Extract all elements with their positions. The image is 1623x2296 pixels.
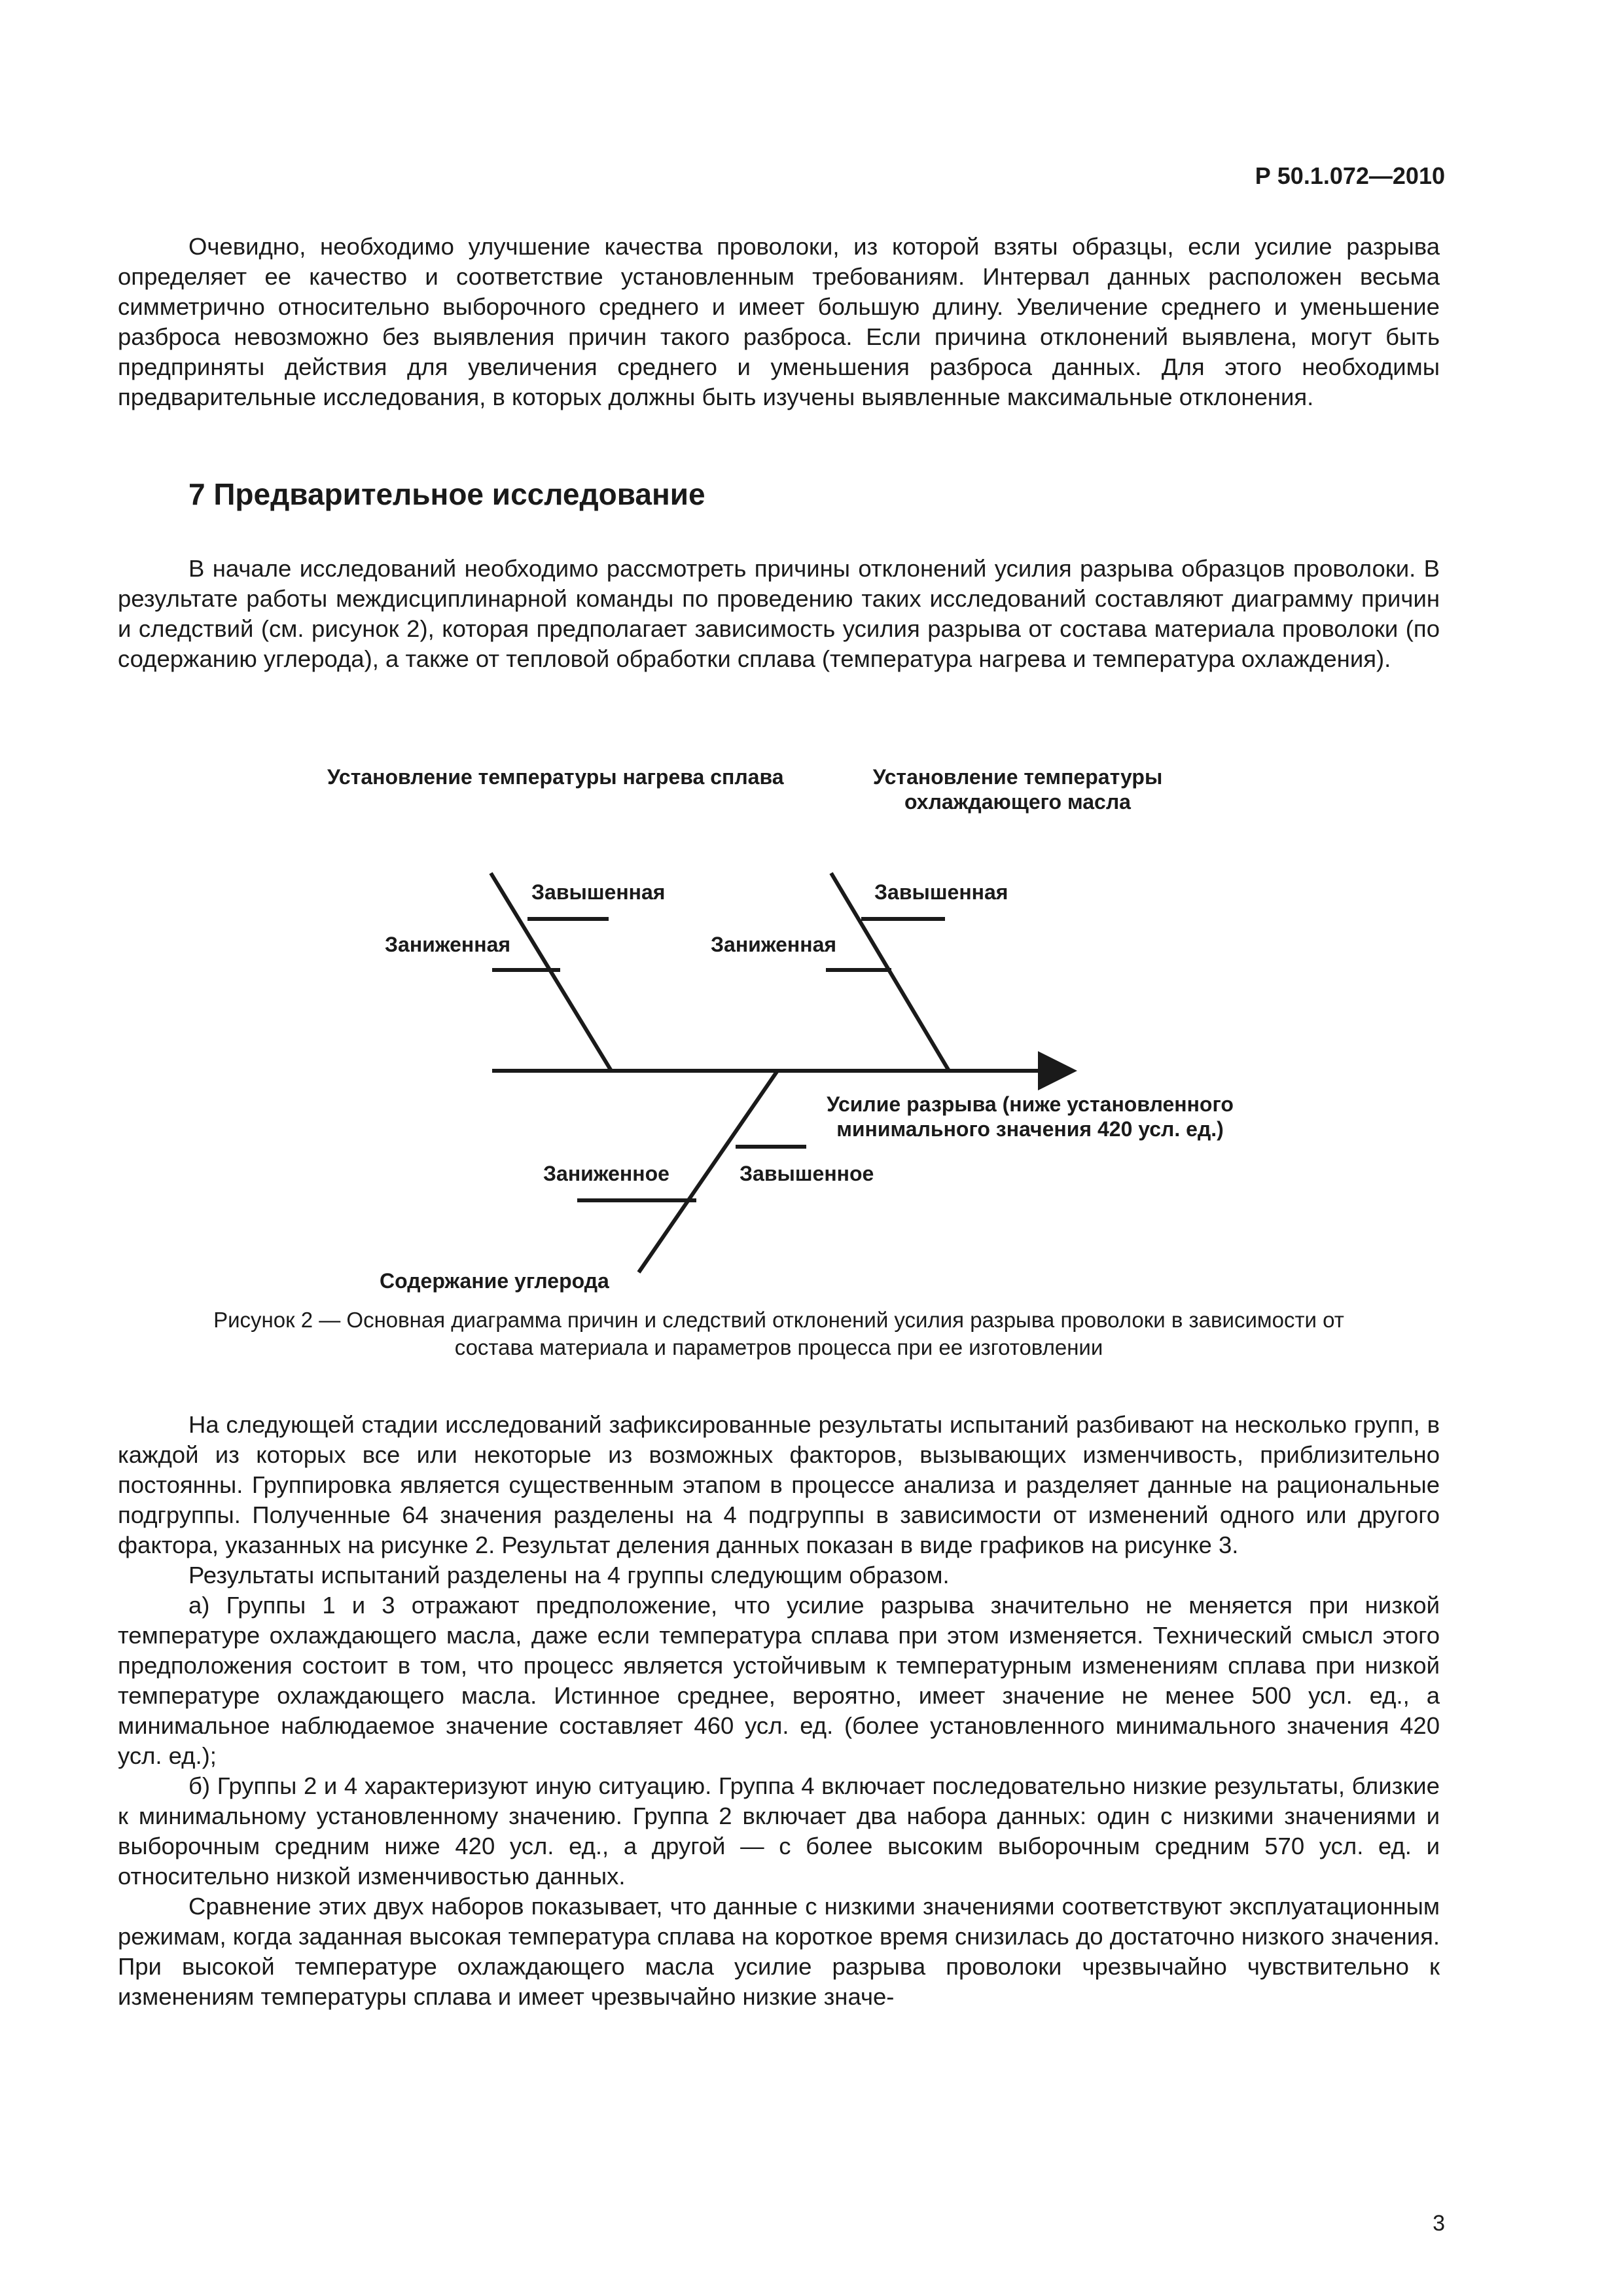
body-paragraph: б) Группы 2 и 4 характеризуют иную ситуацию. Группа 4 включает последовательно низкие результаты, близкие к минимальному установленному значению. Группа 2 включает два набора данных: один с низкими значениями и выборочным средним ниже 420 усл. ед., а другой — с более высоким выборочным средним 570 усл. ед. и относительно низкой изменчивостью данных. bbox=[118, 1772, 1440, 1890]
effect-line2: минимального значения 420 усл. ед.) bbox=[836, 1117, 1224, 1141]
page-number: 3 bbox=[1433, 2211, 1445, 2236]
caption-line1: Рисунок 2 — Основная диаграмма причин и следствий отклонений усилия разрыва проволоки в зависимости от bbox=[213, 1308, 1344, 1332]
figure-caption bbox=[118, 1306, 1440, 1361]
body-paragraph: Результаты испытаний разделены на 4 группы следующим образом. bbox=[188, 1562, 950, 1588]
cause-carbon-label: Содержание углерода bbox=[380, 1269, 609, 1293]
heating-low-label: Заниженная bbox=[385, 933, 511, 956]
body-text bbox=[118, 1410, 1440, 2012]
cooling-high-label: Завышенная bbox=[874, 880, 1008, 904]
cause-cooling-line2: охлаждающего масла bbox=[904, 790, 1131, 814]
intro-paragraph: Очевидно, необходимо улучшение качества проволоки, из которой взяты образцы, если усилие разрыва определяет ее качество и соответствие установленным требованиям. Интервал данных расположен весьма симметрично относительно выборочного среднего и имеет большую длину. Увеличение среднего и уменьшение разброса невозможно без выявления причин такого разброса. Если причина отклонений выявлена, могут быть предприняты действия для увеличения среднего и уменьшения разброса данных. Для этого необходимы предварительные исследования, в которых должны быть изучены выявленные максимальные отклонения. bbox=[118, 233, 1440, 410]
cooling-low-label: Заниженная bbox=[711, 933, 837, 956]
carbon-high-label: Завышенное bbox=[740, 1162, 874, 1185]
effect-line1: Усилие разрыва (ниже установленного bbox=[827, 1092, 1234, 1116]
cause-cooling-label bbox=[864, 764, 1171, 814]
body-paragraph: Сравнение этих двух наборов показывает, что данные с низкими значениями соответствуют эксплуатационным режимам, когда заданная высокая температура сплава на короткое время снизилась до достаточно низкого значения. При высокой температуре охлаждающего масла усилие разрыва проволоки чрезвычайно чувствительно к изменениям температуры сплава и имеет чрезвычайно низкие значе- bbox=[118, 1893, 1440, 2010]
caption-line2: состава материала и параметров процесса при ее изготовлении bbox=[454, 1335, 1103, 1359]
carbon-low-label: Заниженное bbox=[543, 1162, 669, 1185]
effect-label bbox=[814, 1092, 1246, 1141]
cause-heating-label: Установление температуры нагрева сплава bbox=[327, 765, 784, 789]
cause-cooling-line1: Установление температуры bbox=[872, 765, 1163, 789]
heating-high-label: Завышенная bbox=[531, 880, 666, 904]
section-title: 7 Предварительное исследование bbox=[188, 477, 705, 511]
section-paragraph: В начале исследований необходимо рассмотреть причины отклонений усилия разрыва образцов проволоки. В результате работы междисциплинарной команды по проведению таких исследований составляют диаграмму причин и следствий (см. рисунок 2), которая предполагает зависимость усилия разрыва от состава материала проволоки (по содержанию углерода), а также от тепловой обработки сплава (температура нагрева и температура охлаждения). bbox=[118, 555, 1440, 672]
body-paragraph: На следующей стадии исследований зафиксированные результаты испытаний разбивают на несколько групп, в каждой из которых все или некоторые из возможных факторов, вызывающих изменчивость, приблизительно постоянны. Группировка является существенным этапом в процессе анализа и разделяет данные на рациональные подгруппы. Полученные 64 значения разделены на 4 подгруппы в зависимости от изменений одного или другого фактора, указанных на рисунке 2. Результат деления данных показан в виде графиков на рисунке 3. bbox=[118, 1411, 1440, 1558]
doc-code: Р 50.1.072—2010 bbox=[1255, 162, 1445, 189]
body-paragraph: а) Группы 1 и 3 отражают предположение, что усилие разрыва значительно не меняется при низкой температуре охлаждающего масла, даже если температура сплава при этом изменяется. Технический смысл этого предположения состоит в том, что процесс является устойчивым к температурным изменениям сплава при низкой температуре охлаждающего масла. Истинное среднее, вероятно, имеет значение не менее 500 усл. ед., а минимальное наблюдаемое значение составляет 460 усл. ед. (более установленного минимального значения 420 усл. ед.); bbox=[118, 1592, 1440, 1769]
